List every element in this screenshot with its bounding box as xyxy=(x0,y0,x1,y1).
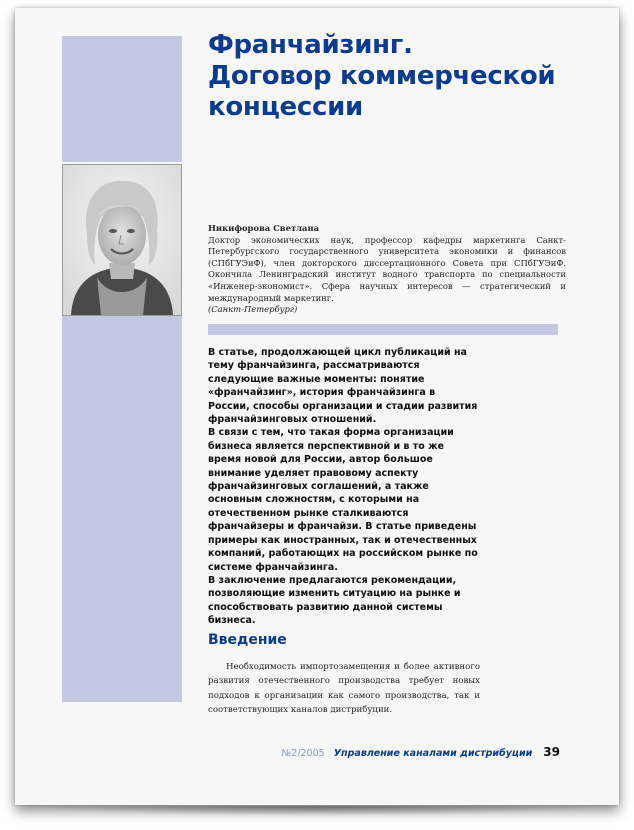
author-name: Никифорова Светлана xyxy=(208,223,320,233)
section-divider xyxy=(208,324,558,335)
page-footer xyxy=(260,745,560,759)
title-line-1: Франчайзинг. xyxy=(208,30,413,60)
intro-paragraph: Необходимость импортозамещения и более активного развития отечественного производства требует новых подходов к организации как самого производства, так и соответствующих каналов дистрибуции. xyxy=(208,662,480,715)
author-portrait-image xyxy=(63,165,181,315)
author-city: (Санкт-Петербург) xyxy=(208,304,298,315)
page-number: 39 xyxy=(543,745,560,759)
footer-journal-name: Управление каналами дистрибуции xyxy=(333,748,533,759)
author-bio: Доктор экономических наук, профессор кафедры маркетинга Санкт-Петербургского государственного университета экономики и финансов (СПбГУЭиФ), член докторского диссертационного Совета при СПбГУЭиФ. Окончила Ленинградский институт водного транспорта по специальности «Инженер-экономист». Сфера научных интересов — стратегический и международный маркетинг. xyxy=(208,234,566,303)
author-photo xyxy=(62,164,182,316)
article-abstract xyxy=(208,346,478,628)
author-info xyxy=(208,223,566,316)
abstract-paragraph-2: В связи с тем, что такая форма организации бизнеса является перспективной и в то же время новой для России, автор большое внимание уделяет правовому аспекту франчайзинговых соглашений, а также основным сложностям, с которыми на отечественном рынке сталкиваются франчайзеры и франчайзи. В статье приведены примеры как иностранных, так и отечественных компаний, работающих на российском рынке по системе франчайзинга. xyxy=(208,427,478,573)
title-line-3: концессии xyxy=(208,92,363,122)
decorative-band-bottom xyxy=(62,316,182,702)
section-heading-intro: Введение xyxy=(208,632,287,648)
article-title xyxy=(208,30,578,123)
title-line-2: Договор коммерческой xyxy=(208,61,556,91)
page-shadow xyxy=(30,806,604,816)
footer-issue: №2/2005 xyxy=(281,748,325,759)
abstract-paragraph-1: В статье, продолжающей цикл публикаций на тему франчайзинга, рассматриваются следующие важные моменты: понятие «франчайзинг», история франчайзинга в России, способы организации и стадии развития франчайзинговых отношений. xyxy=(208,347,478,426)
abstract-paragraph-3: В заключение предлагаются рекомендации, позволяющие изменить ситуацию на рынке и способствовать развитию данной системы бизнеса. xyxy=(208,574,461,627)
decorative-band-top xyxy=(62,36,182,162)
